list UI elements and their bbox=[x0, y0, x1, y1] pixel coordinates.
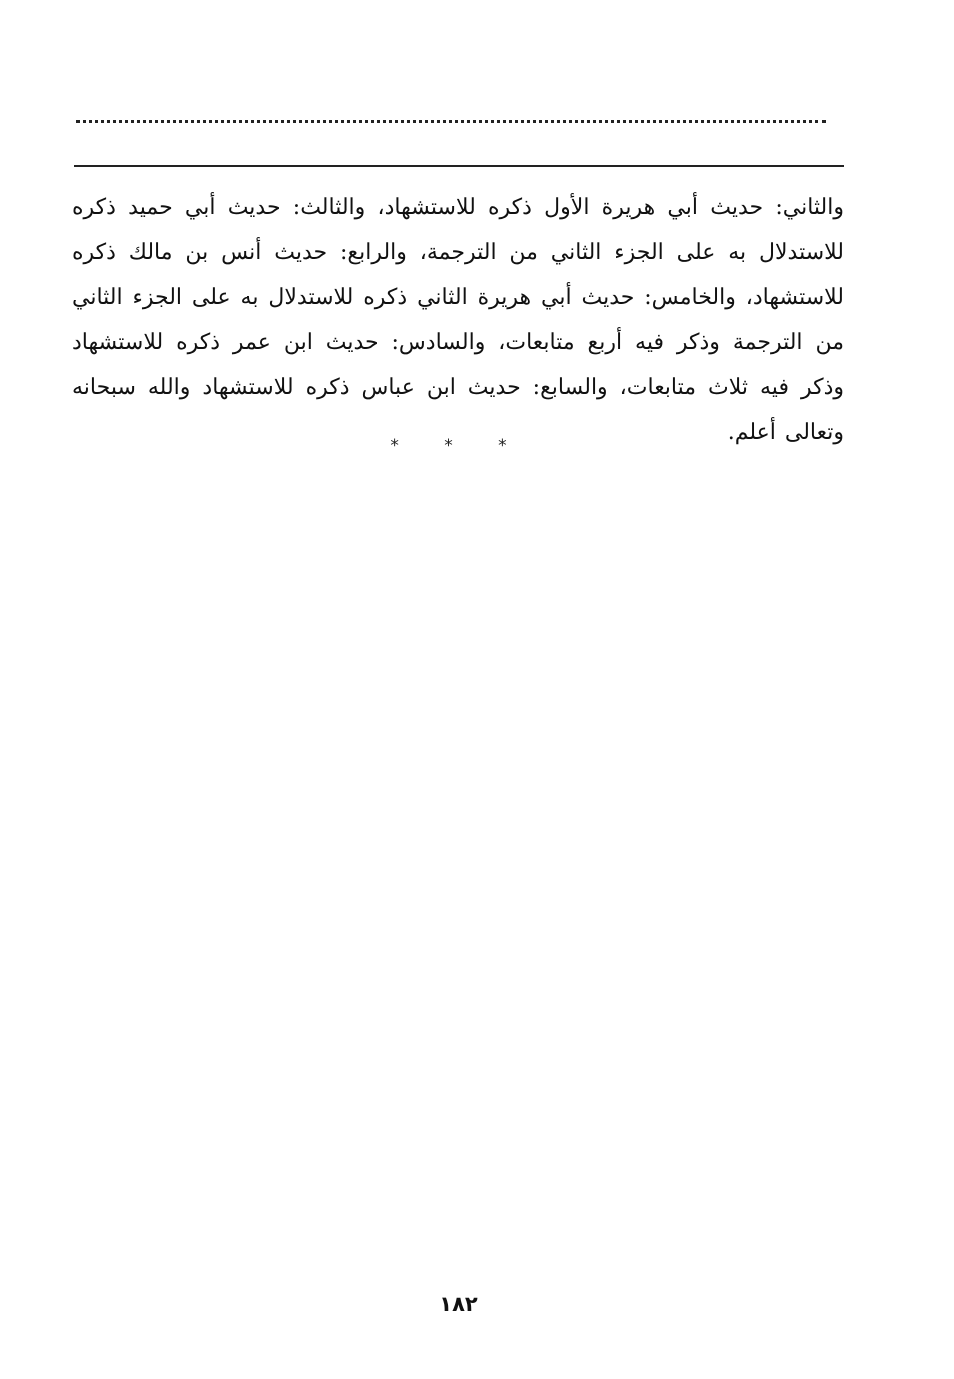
footnote-separator bbox=[74, 165, 844, 167]
page-number: ١٨٢ bbox=[439, 1292, 478, 1316]
footnote-text: والثاني: حديث أبي هريرة الأول ذكره للاستشهاد، والثالث: حديث أبي حميد ذكره للاستدلال به على الجزء الثاني من الترجمة، والرابع: حديث أنس بن مالك ذكره للاستشهاد، والخامس: حديث أبي هريرة الثاني ذكره للاستدلال به على الجزء الثاني من الترجمة وذكر فيه أربع متابعات، والسادس: حديث ابن عمر ذكره للاستشهاد وذكر فيه ثلاث متابعات، والسابع: حديث ابن عباس ذكره للاستشهاد والله سبحانه وتعالى أعلم. bbox=[72, 195, 844, 445]
section-ornament: * * * bbox=[390, 436, 527, 456]
dotted-separator bbox=[76, 120, 826, 123]
